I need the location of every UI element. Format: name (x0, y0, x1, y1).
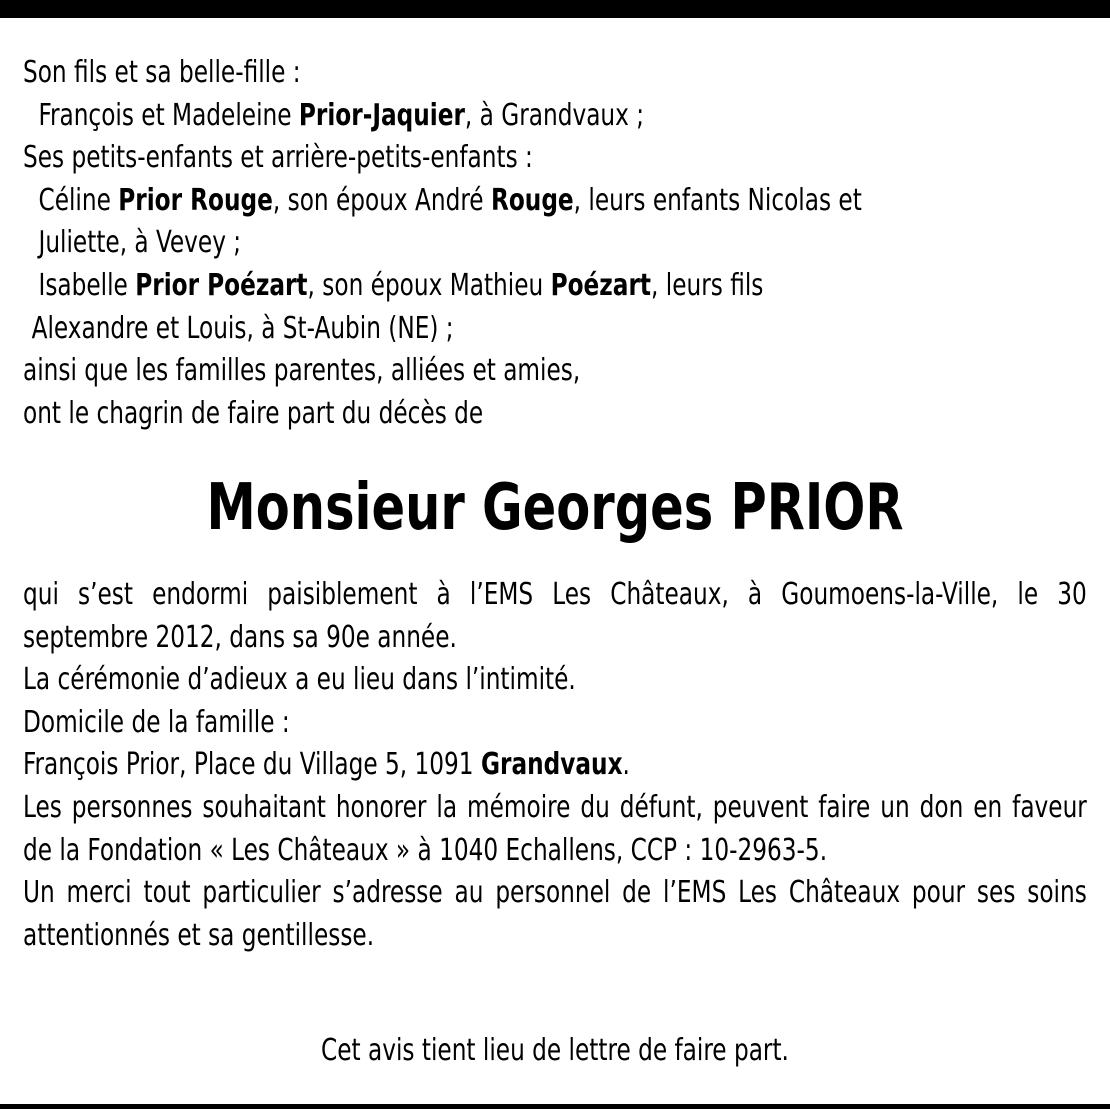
son-heading: Son fils et sa belle-fille : (23, 55, 301, 90)
son-line: François et Madeleine Prior-Jaquier, à Grandvaux ; (38, 97, 645, 133)
thanks-paragraph: Un merci tout particulier s’adresse au personnel de l’EMS Les Châteaux pour ses soins attentionnés et sa gentillesse. (23, 875, 1087, 953)
ceremony-paragraph: La cérémonie d’adieux a eu lieu dans l’intimité. (23, 662, 576, 698)
domicile-address: François Prior, Place du Village 5, 1091 Grandvaux. (23, 747, 630, 783)
bottom-rule (0, 1104, 1110, 1109)
notice-details (23, 574, 1087, 957)
isabelle-surname: Prior Poézart (135, 267, 308, 303)
celine-spouse-surname: Rouge (490, 182, 574, 218)
domicile-heading: Domicile de la famille : (23, 704, 290, 740)
grandchildren-heading: Ses petits-enfants et arrière-petits-enfants : (23, 140, 533, 176)
families-line: ainsi que les familles parentes, alliées et amies, (23, 353, 581, 389)
closing-note: Cet avis tient lieu de lettre de faire part. (321, 1033, 789, 1068)
son-surname: Prior-Jaquier (298, 97, 465, 133)
deceased-name: Monsieur Georges PRIOR (206, 471, 904, 545)
top-rule (0, 0, 1110, 18)
celine-line-cont: Juliette, à Vevey ; (38, 225, 242, 261)
passing-paragraph: qui s’est endormi paisiblement à l’EMS Les Châteaux, à Goumoens-la-Ville, le 30 septembre 2012, dans sa 90e année. (23, 577, 1087, 655)
announce-line: ont le chagrin de faire part du décès de (23, 395, 484, 431)
celine-line: Céline Prior Rouge, son époux André Rouge, leurs enfants Nicolas et (38, 182, 862, 218)
celine-surname: Prior Rouge (118, 182, 273, 218)
isabelle-line-cont: Alexandre et Louis, à St-Aubin (NE) ; (31, 310, 454, 346)
donation-paragraph: Les personnes souhaitant honorer la mémoire du défunt, peuvent faire un don en faveur de la Fondation « Les Châteaux » à 1040 Echallens, CCP : 10-2963-5. (23, 789, 1087, 868)
domicile-town: Grandvaux (480, 747, 623, 783)
isabelle-spouse-surname: Poézart (550, 267, 652, 303)
isabelle-line: Isabelle Prior Poézart, son époux Mathieu Poézart, leurs fils (38, 267, 764, 303)
family-list (23, 52, 938, 435)
